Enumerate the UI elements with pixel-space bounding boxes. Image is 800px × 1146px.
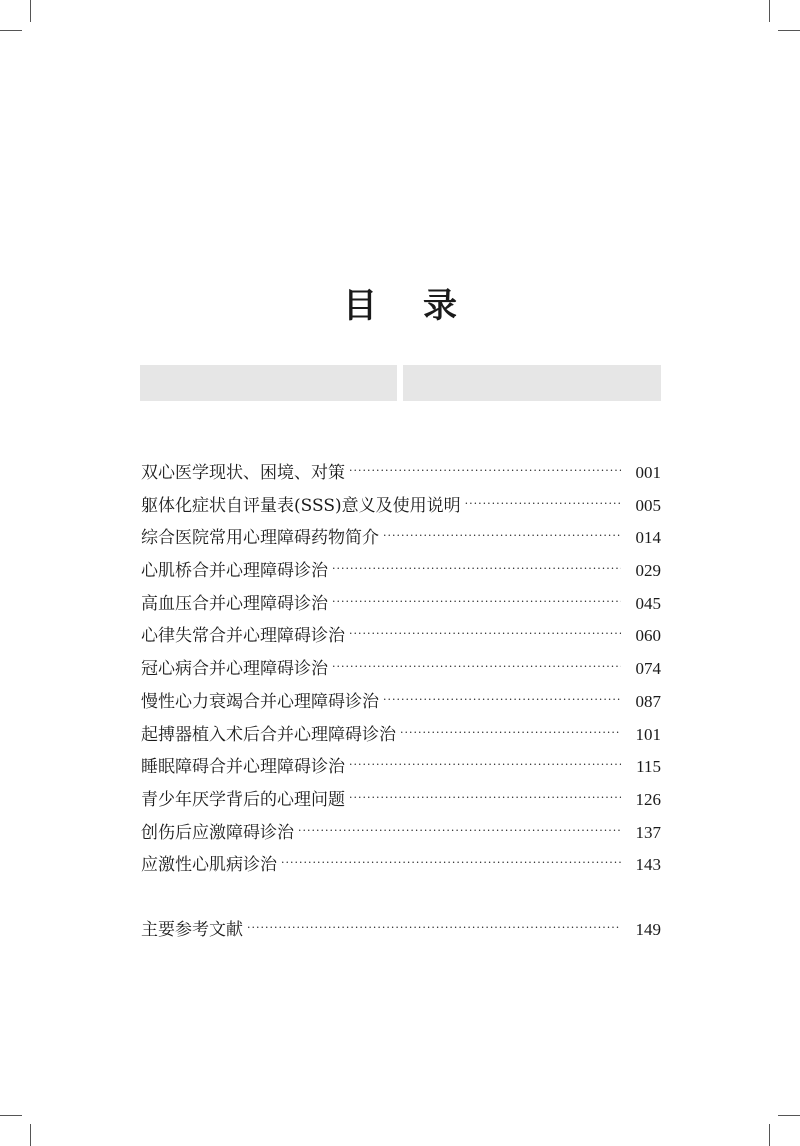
- toc-entry-page: 149: [635, 919, 661, 939]
- toc-entry-title: 应激性心肌病诊治: [141, 855, 277, 876]
- toc-entry[interactable]: [141, 522, 661, 555]
- toc-entry[interactable]: [141, 784, 661, 817]
- toc-entry-page: 001: [635, 463, 661, 482]
- toc-entry-references[interactable]: [141, 914, 661, 947]
- toc-entry-title: 慢性心力衰竭合并心理障碍诊治: [141, 691, 379, 712]
- toc-entry-title: 创伤后应激障碍诊治: [141, 822, 294, 843]
- toc-entry-title: 综合医院常用心理障碍药物简介: [141, 528, 379, 549]
- page-title-char: 录: [423, 286, 457, 326]
- toc-entry[interactable]: [141, 817, 661, 850]
- toc-entry-page: 126: [635, 789, 661, 809]
- crop-mark: [769, 0, 770, 22]
- toc-entry-title: 心肌桥合并心理障碍诊治: [141, 561, 328, 582]
- toc-entry-title: 心律失常合并心理障碍诊治: [141, 626, 345, 647]
- crop-mark: [30, 0, 31, 22]
- dot-leader: [332, 586, 621, 619]
- dot-leader: [332, 651, 621, 684]
- toc-entry-title: 主要参考文献: [141, 919, 243, 940]
- dot-leader: [349, 749, 621, 782]
- toc-entry[interactable]: [141, 719, 661, 752]
- decorative-band: [403, 365, 661, 401]
- toc-entry[interactable]: [141, 653, 661, 686]
- toc-entry[interactable]: [141, 751, 661, 784]
- dot-leader: [281, 847, 621, 880]
- crop-mark: [0, 30, 22, 31]
- decorative-band: [140, 365, 397, 401]
- toc-entry[interactable]: [141, 555, 661, 588]
- toc-entry-page: 074: [635, 659, 661, 679]
- dot-leader: [465, 488, 621, 521]
- toc-entry[interactable]: [141, 849, 661, 882]
- dot-leader: [349, 782, 621, 815]
- toc-entry-title: 冠心病合并心理障碍诊治: [141, 659, 328, 680]
- page-title: [0, 278, 800, 327]
- dot-leader: [349, 618, 621, 651]
- dot-leader: [298, 815, 621, 848]
- dot-leader: [349, 455, 621, 488]
- toc-entry-page: 029: [635, 561, 661, 581]
- toc-entry-page: 137: [635, 822, 661, 842]
- crop-mark: [778, 1115, 800, 1116]
- table-of-contents: [141, 457, 661, 947]
- dot-leader: [332, 553, 621, 586]
- toc-entry-title: 青少年厌学背后的心理问题: [141, 789, 345, 810]
- toc-entry-page: 101: [635, 724, 661, 744]
- dot-leader: [383, 684, 621, 717]
- toc-entry-page: 115: [636, 757, 661, 777]
- toc-entry[interactable]: [141, 686, 661, 719]
- dot-leader: [247, 912, 621, 945]
- toc-entry-page: 045: [635, 593, 661, 613]
- toc-entry[interactable]: [141, 457, 661, 490]
- dot-leader: [400, 717, 621, 750]
- toc-entry[interactable]: [141, 490, 661, 523]
- toc-entry-title: 高血压合并心理障碍诊治: [141, 593, 328, 614]
- toc-entry-title: 躯体化症状自评量表(SSS)意义及使用说明: [141, 495, 461, 516]
- crop-mark: [769, 1124, 770, 1146]
- toc-entry-title: 双心医学现状、困境、对策: [141, 463, 345, 483]
- page-title-char: 目: [343, 286, 377, 326]
- crop-mark: [30, 1124, 31, 1146]
- crop-mark: [0, 1115, 22, 1116]
- toc-entry[interactable]: [141, 620, 661, 653]
- crop-mark: [778, 30, 800, 31]
- toc-entry-title: 起搏器植入术后合并心理障碍诊治: [141, 724, 396, 745]
- toc-entry-page: 143: [635, 855, 661, 875]
- toc-entry-page: 005: [635, 495, 661, 515]
- toc-entry-page: 087: [635, 691, 661, 711]
- toc-entry-page: 060: [635, 626, 661, 646]
- dot-leader: [383, 520, 621, 553]
- toc-entry[interactable]: [141, 588, 661, 621]
- toc-entry-page: 014: [635, 528, 661, 548]
- toc-entry-title: 睡眠障碍合并心理障碍诊治: [141, 757, 345, 778]
